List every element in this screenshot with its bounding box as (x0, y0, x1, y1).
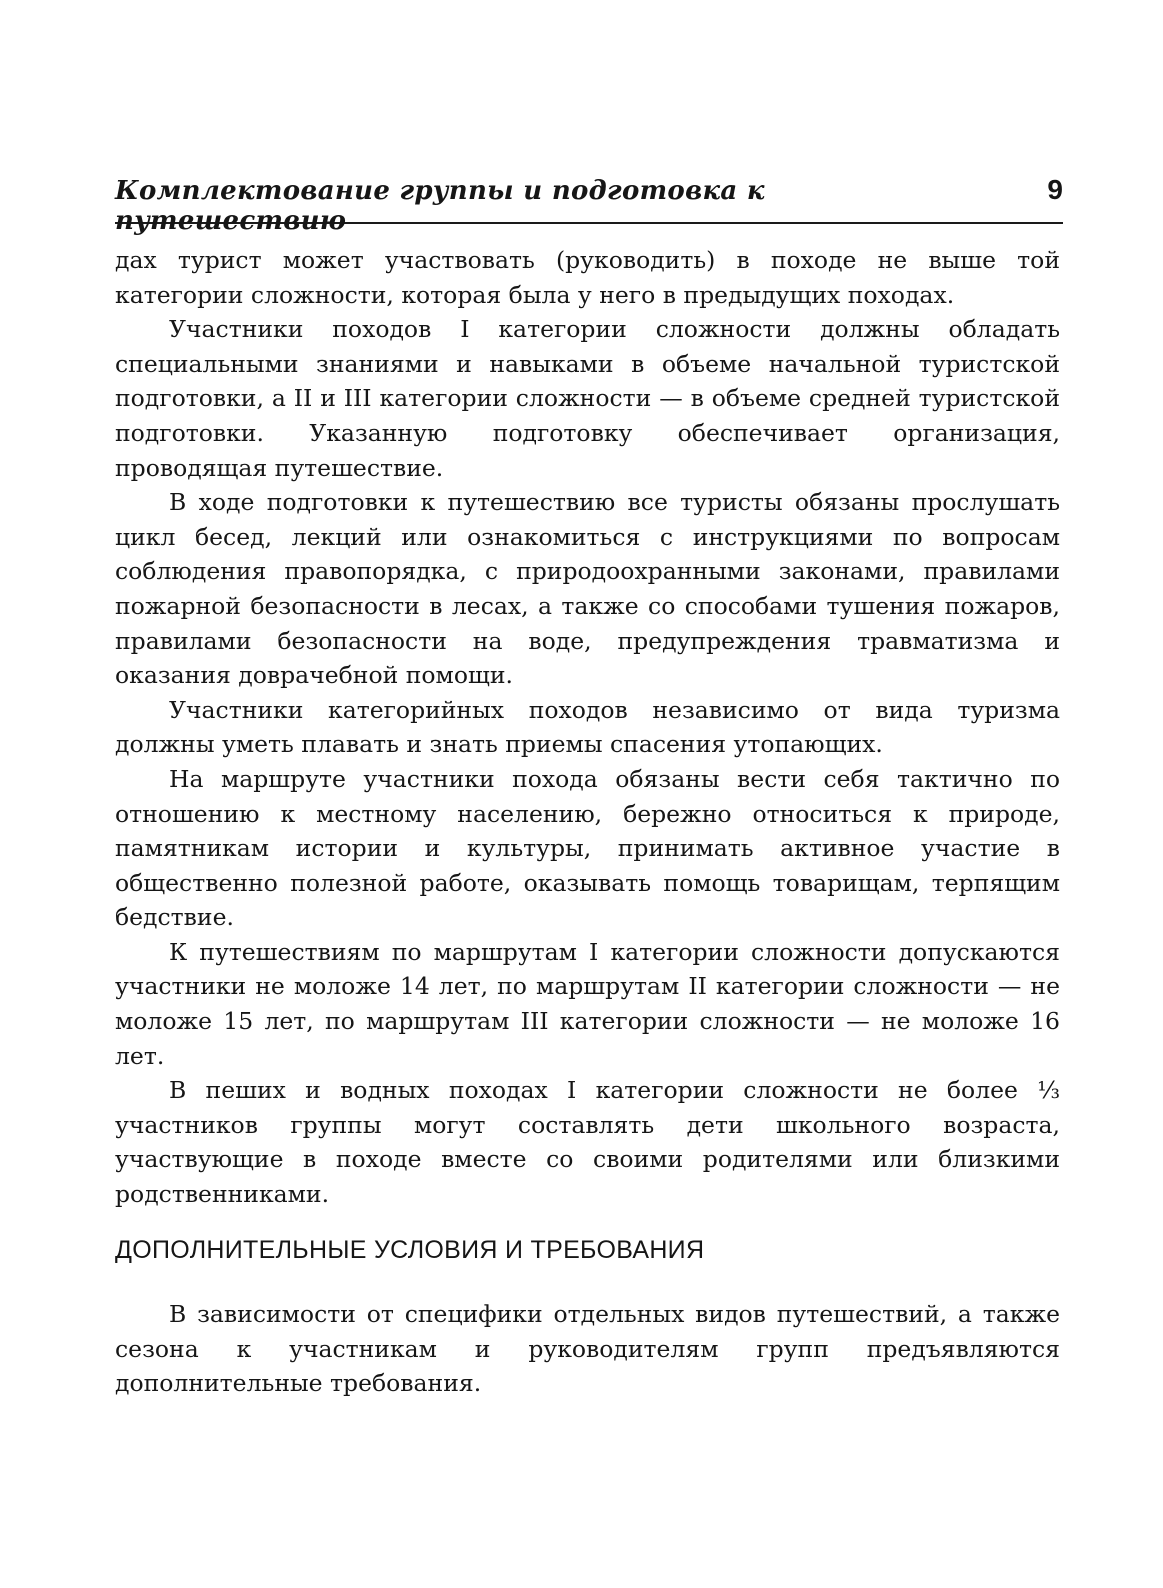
page-number: 9 (1047, 174, 1063, 205)
paragraph: На маршруте участники похода обязаны вести себя тактично по отношению к местному населению, бережно относиться к природе, памятникам истории и культуры, принимать активное участие в общественно полезной работе, оказывать помощь товарищам, терпящим бедствие. (115, 764, 1060, 932)
paragraph: Участники категорийных походов независимо от вида туризма должны уметь плавать и знать приемы спасения утопающих. (115, 695, 1060, 759)
section-paragraph: В зависимости от специфики отдельных видов путешествий, а также сезона к участникам и руководителям групп предъявляются дополнительные требования. (115, 1300, 1060, 1398)
section-text (115, 1297, 1060, 1401)
paragraph: К путешествиям по маршрутам I категории сложности допускаются участники не моложе 14 лет, по маршрутам II категории сложности — не моложе 15 лет, по маршрутам III категории сложности — не моложе 16 лет. (115, 937, 1060, 1070)
body-text (115, 243, 1060, 1212)
running-header (115, 170, 1063, 236)
paragraph: Участники походов I категории сложности должны обладать специальными знаниями и навыками в объеме начальной туристской подготовки, а II и III категории сложности — в объеме средней туристской подготовки. Указанную подготовку обеспечивает организация, проводящая путешествие. (115, 315, 1060, 482)
section-heading: ДОПОЛНИТЕЛЬНЫЕ УСЛОВИЯ И ТРЕБОВАНИЯ (115, 1236, 705, 1264)
paragraph: В ходе подготовки к путешествию все туристы обязаны прослушать цикл бесед, лекций или ознакомиться с инструкциями по вопросам соблюдения правопорядка, с природоохранными законами, правилами пожарной безопасности в лесах, а также со способами тушения пожаров, правилами безопасности на воде, предупреждения травматизма и оказания доврачебной помощи. (115, 488, 1060, 690)
running-title: Комплектование группы и подготовка к путешествию (115, 176, 765, 236)
paragraph-continuation: дах турист может участвовать (руководить) в походе не выше той категории сложности, которая была у него в предыдущих походах. (115, 246, 1060, 309)
paragraph: В пеших и водных походах I категории сложности не более ⅓ участников группы могут составлять дети школьного возраста, участвующие в походе вместе со своими родителями или близкими родственниками. (115, 1076, 1060, 1209)
